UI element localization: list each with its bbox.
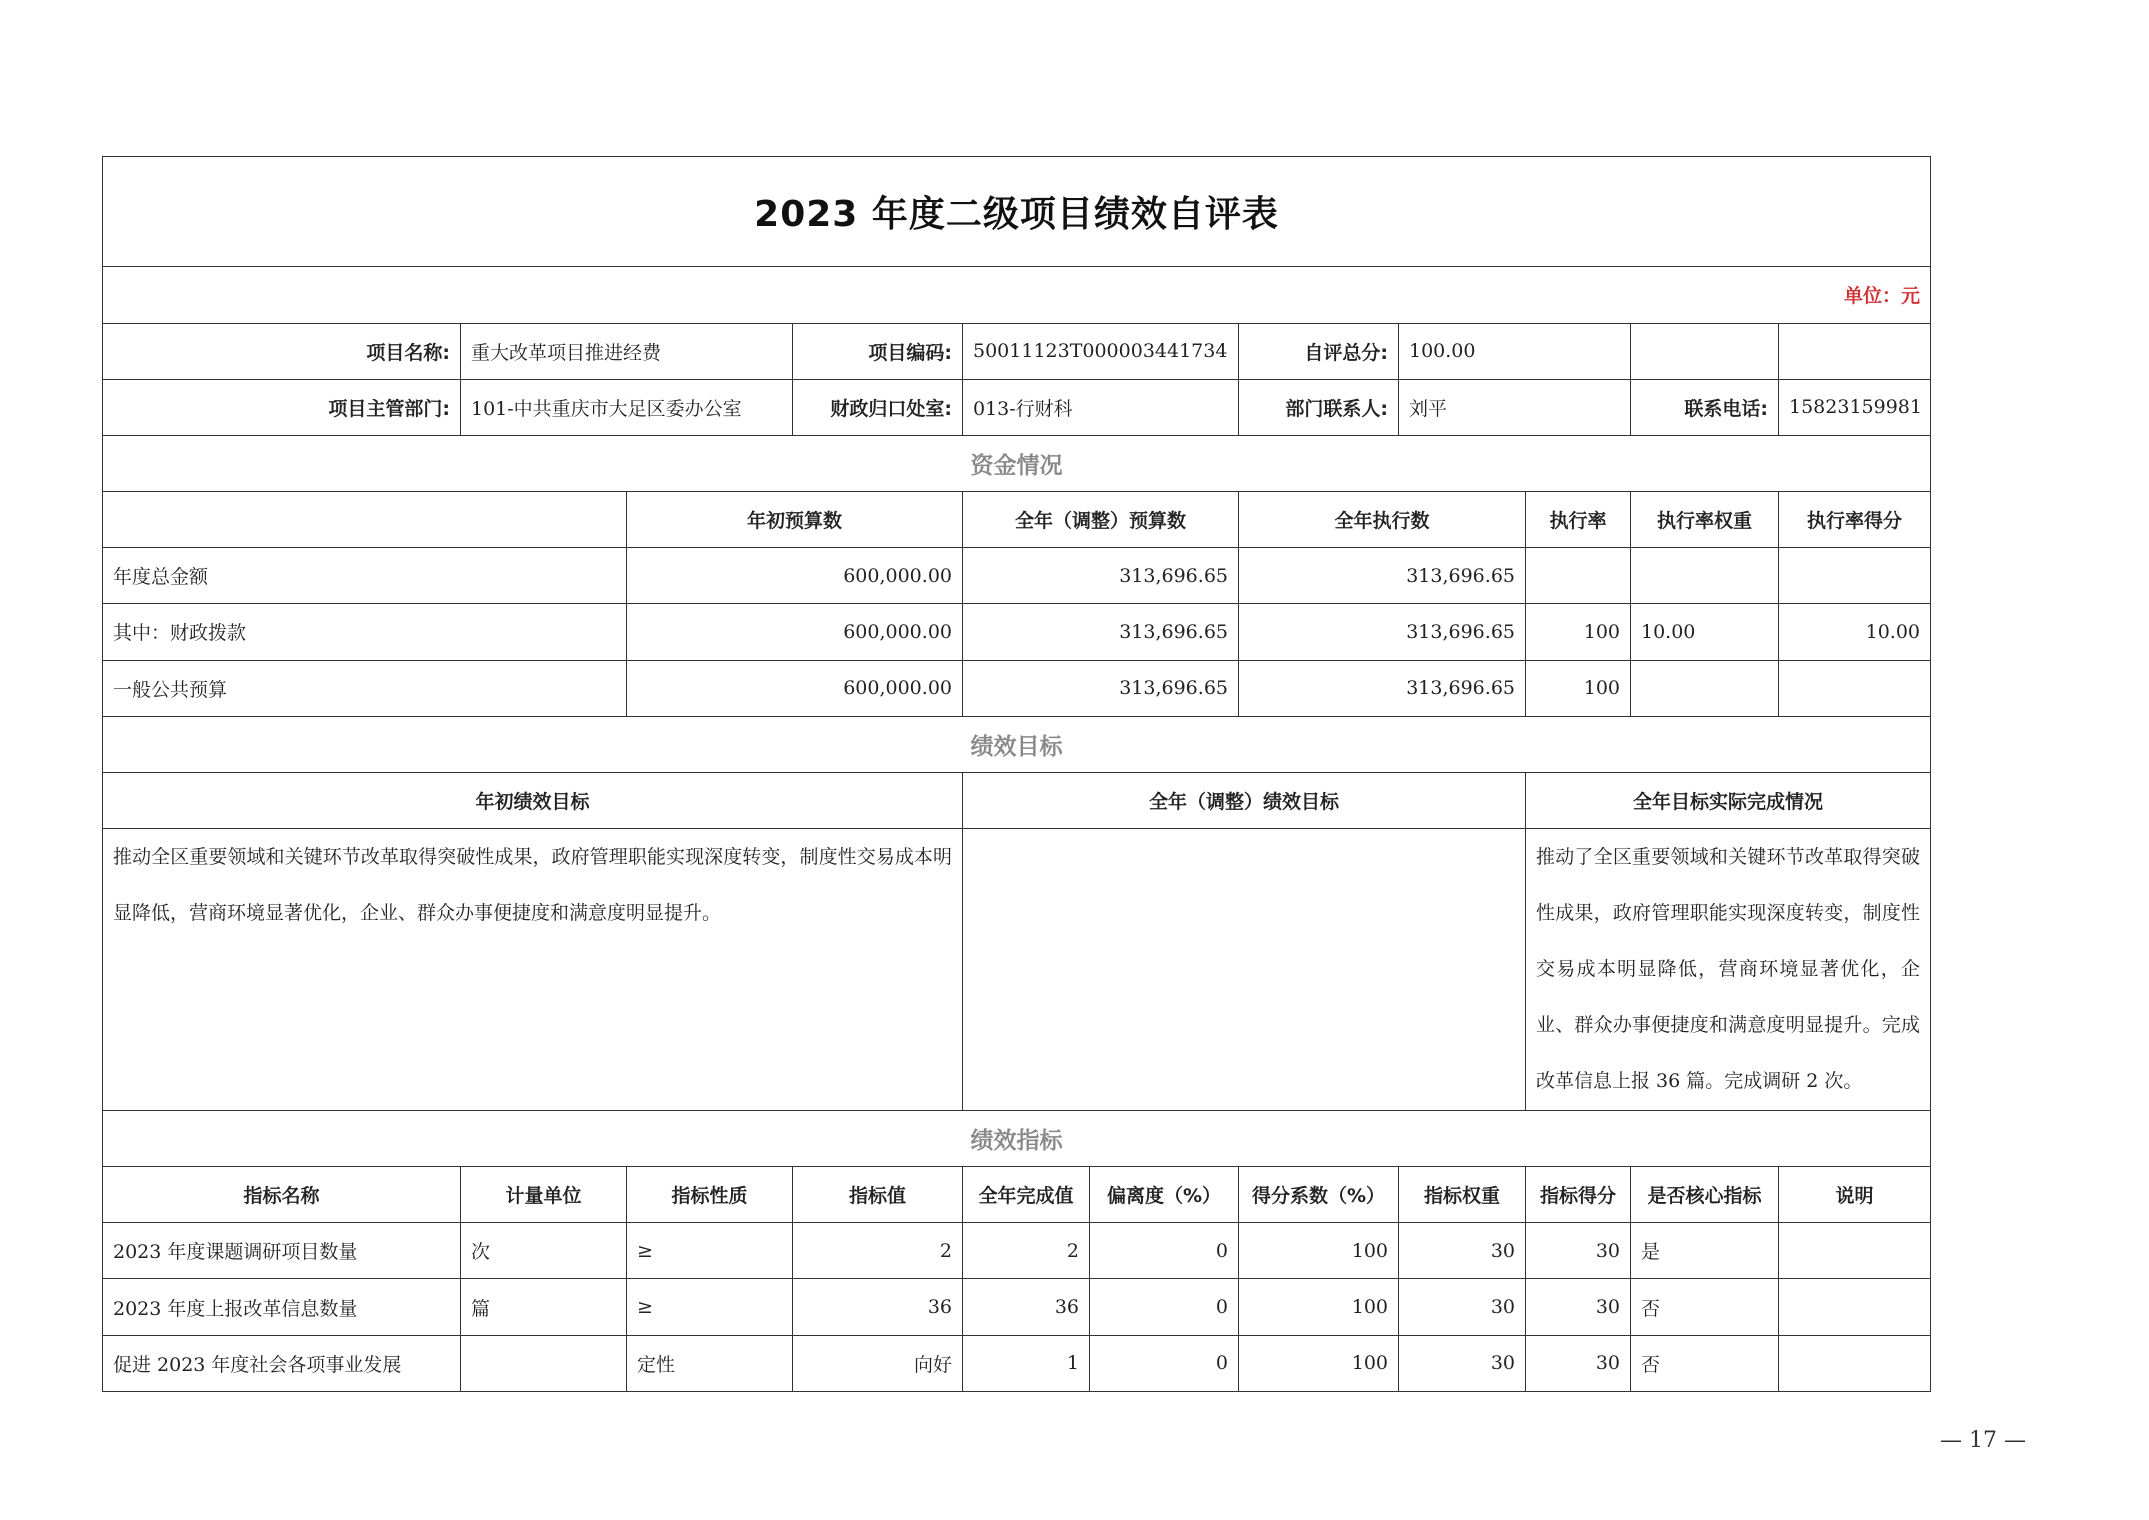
funds-adjusted: 313,696.65 bbox=[963, 604, 1239, 660]
funds-weight: 10.00 bbox=[1631, 604, 1779, 660]
funds-score bbox=[1779, 660, 1931, 716]
indicator-core: 是 bbox=[1631, 1223, 1779, 1279]
indicator-weight: 30 bbox=[1399, 1279, 1526, 1335]
indicator-coef: 100 bbox=[1239, 1335, 1399, 1391]
funds-header: 执行率 bbox=[1526, 492, 1631, 548]
indicator-row bbox=[103, 1279, 1931, 1335]
funds-rate bbox=[1526, 548, 1631, 604]
phone-label: 联系电话: bbox=[1631, 379, 1779, 435]
indicator-header: 得分系数（%） bbox=[1239, 1167, 1399, 1223]
indicator-header: 说明 bbox=[1779, 1167, 1931, 1223]
goals-header: 全年目标实际完成情况 bbox=[1526, 772, 1931, 828]
indicator-unit bbox=[461, 1335, 627, 1391]
goals-header: 年初绩效目标 bbox=[103, 772, 963, 828]
score-label: 自评总分: bbox=[1239, 323, 1399, 379]
funds-score bbox=[1779, 548, 1931, 604]
funds-rate: 100 bbox=[1526, 604, 1631, 660]
indicator-score: 30 bbox=[1526, 1279, 1631, 1335]
funds-row bbox=[103, 548, 1931, 604]
funds-row bbox=[103, 660, 1931, 716]
indicator-score: 30 bbox=[1526, 1335, 1631, 1391]
indicator-note bbox=[1779, 1335, 1931, 1391]
empty-cell bbox=[1631, 323, 1779, 379]
indicator-target: 36 bbox=[793, 1279, 963, 1335]
funds-row-name: 年度总金额 bbox=[103, 548, 627, 604]
indicators-section-title: 绩效指标 bbox=[103, 1110, 1931, 1166]
page-title: 2023 年度二级项目绩效自评表 bbox=[103, 157, 1931, 267]
indicator-name: 2023 年度课题调研项目数量 bbox=[103, 1223, 461, 1279]
evaluation-form bbox=[102, 156, 1930, 1392]
empty-cell bbox=[103, 492, 627, 548]
funds-rate: 100 bbox=[1526, 660, 1631, 716]
indicator-target: 向好 bbox=[793, 1335, 963, 1391]
indicator-deviation: 0 bbox=[1090, 1223, 1239, 1279]
project-code: 50011123T000003441734 bbox=[963, 323, 1239, 379]
indicator-nature: 定性 bbox=[627, 1335, 793, 1391]
indicator-header: 指标权重 bbox=[1399, 1167, 1526, 1223]
indicator-header: 全年完成值 bbox=[963, 1167, 1090, 1223]
indicator-header: 指标名称 bbox=[103, 1167, 461, 1223]
indicator-header: 指标得分 bbox=[1526, 1167, 1631, 1223]
indicators-header-row bbox=[103, 1167, 1931, 1223]
actual-completion-text: 推动了全区重要领域和关键环节改革取得突破性成果，政府管理职能实现深度转变，制度性交易成本明显降低，营商环境显著优化，企业、群众办事便捷度和满意度明显提升。完成改革信息上报 36 篇。完成调研 2 次。 bbox=[1526, 829, 1931, 1111]
indicator-header: 偏离度（%） bbox=[1090, 1167, 1239, 1223]
funds-header: 全年（调整）预算数 bbox=[963, 492, 1239, 548]
indicator-deviation: 0 bbox=[1090, 1279, 1239, 1335]
indicator-actual: 1 bbox=[963, 1335, 1090, 1391]
project-code-label: 项目编码: bbox=[793, 323, 963, 379]
indicator-weight: 30 bbox=[1399, 1223, 1526, 1279]
indicator-unit: 次 bbox=[461, 1223, 627, 1279]
indicator-header: 计量单位 bbox=[461, 1167, 627, 1223]
goals-section-title: 绩效目标 bbox=[103, 716, 1931, 772]
indicator-unit: 篇 bbox=[461, 1279, 627, 1335]
funds-row-name: 一般公共预算 bbox=[103, 660, 627, 716]
funds-header-row bbox=[103, 492, 1931, 548]
page-number: — 17 — bbox=[1940, 1428, 2026, 1453]
funds-executed: 313,696.65 bbox=[1239, 548, 1526, 604]
indicator-core: 否 bbox=[1631, 1279, 1779, 1335]
funds-weight bbox=[1631, 660, 1779, 716]
indicator-nature: ≥ bbox=[627, 1279, 793, 1335]
project-name: 重大改革项目推进经费 bbox=[461, 323, 793, 379]
funds-section-title: 资金情况 bbox=[103, 435, 1931, 491]
unit-label: 单位：元 bbox=[103, 267, 1931, 323]
indicator-coef: 100 bbox=[1239, 1279, 1399, 1335]
indicator-actual: 36 bbox=[963, 1279, 1090, 1335]
goals-header-row bbox=[103, 772, 1931, 828]
funds-score: 10.00 bbox=[1779, 604, 1931, 660]
funds-row-name: 其中：财政拨款 bbox=[103, 604, 627, 660]
phone-number: 15823159981 bbox=[1779, 379, 1931, 435]
goals-content-row bbox=[103, 829, 1931, 1111]
indicator-score: 30 bbox=[1526, 1223, 1631, 1279]
project-row-1 bbox=[103, 323, 1931, 379]
initial-goal-text: 推动全区重要领域和关键环节改革取得突破性成果，政府管理职能实现深度转变，制度性交易成本明显降低，营商环境显著优化，企业、群众办事便捷度和满意度明显提升。 bbox=[103, 829, 963, 1111]
funds-header: 执行率得分 bbox=[1779, 492, 1931, 548]
indicator-name: 促进 2023 年度社会各项事业发展 bbox=[103, 1335, 461, 1391]
funds-initial: 600,000.00 bbox=[627, 660, 963, 716]
funds-adjusted: 313,696.65 bbox=[963, 548, 1239, 604]
indicator-name: 2023 年度上报改革信息数量 bbox=[103, 1279, 461, 1335]
goals-header: 全年（调整）绩效目标 bbox=[963, 772, 1526, 828]
indicator-deviation: 0 bbox=[1090, 1335, 1239, 1391]
indicator-actual: 2 bbox=[963, 1223, 1090, 1279]
form-table bbox=[102, 156, 1931, 1392]
contact-name: 刘平 bbox=[1399, 379, 1631, 435]
funds-row bbox=[103, 604, 1931, 660]
office-name: 013-行财科 bbox=[963, 379, 1239, 435]
contact-label: 部门联系人: bbox=[1239, 379, 1399, 435]
funds-header: 执行率权重 bbox=[1631, 492, 1779, 548]
funds-weight bbox=[1631, 548, 1779, 604]
project-name-label: 项目名称: bbox=[103, 323, 461, 379]
indicator-target: 2 bbox=[793, 1223, 963, 1279]
funds-initial: 600,000.00 bbox=[627, 604, 963, 660]
funds-adjusted: 313,696.65 bbox=[963, 660, 1239, 716]
indicator-coef: 100 bbox=[1239, 1223, 1399, 1279]
indicator-core: 否 bbox=[1631, 1335, 1779, 1391]
indicator-header: 指标性质 bbox=[627, 1167, 793, 1223]
indicator-nature: ≥ bbox=[627, 1223, 793, 1279]
adjusted-goal-text bbox=[963, 829, 1526, 1111]
funds-header: 年初预算数 bbox=[627, 492, 963, 548]
total-score: 100.00 bbox=[1399, 323, 1631, 379]
funds-executed: 313,696.65 bbox=[1239, 604, 1526, 660]
indicator-header: 是否核心指标 bbox=[1631, 1167, 1779, 1223]
indicator-note bbox=[1779, 1223, 1931, 1279]
indicator-header: 指标值 bbox=[793, 1167, 963, 1223]
office-label: 财政归口处室: bbox=[793, 379, 963, 435]
indicator-row bbox=[103, 1223, 1931, 1279]
funds-initial: 600,000.00 bbox=[627, 548, 963, 604]
empty-cell bbox=[1779, 323, 1931, 379]
funds-executed: 313,696.65 bbox=[1239, 660, 1526, 716]
dept-name: 101-中共重庆市大足区委办公室 bbox=[461, 379, 793, 435]
project-row-2 bbox=[103, 379, 1931, 435]
funds-header: 全年执行数 bbox=[1239, 492, 1526, 548]
indicator-row bbox=[103, 1335, 1931, 1391]
dept-label: 项目主管部门: bbox=[103, 379, 461, 435]
indicator-weight: 30 bbox=[1399, 1335, 1526, 1391]
indicator-note bbox=[1779, 1279, 1931, 1335]
